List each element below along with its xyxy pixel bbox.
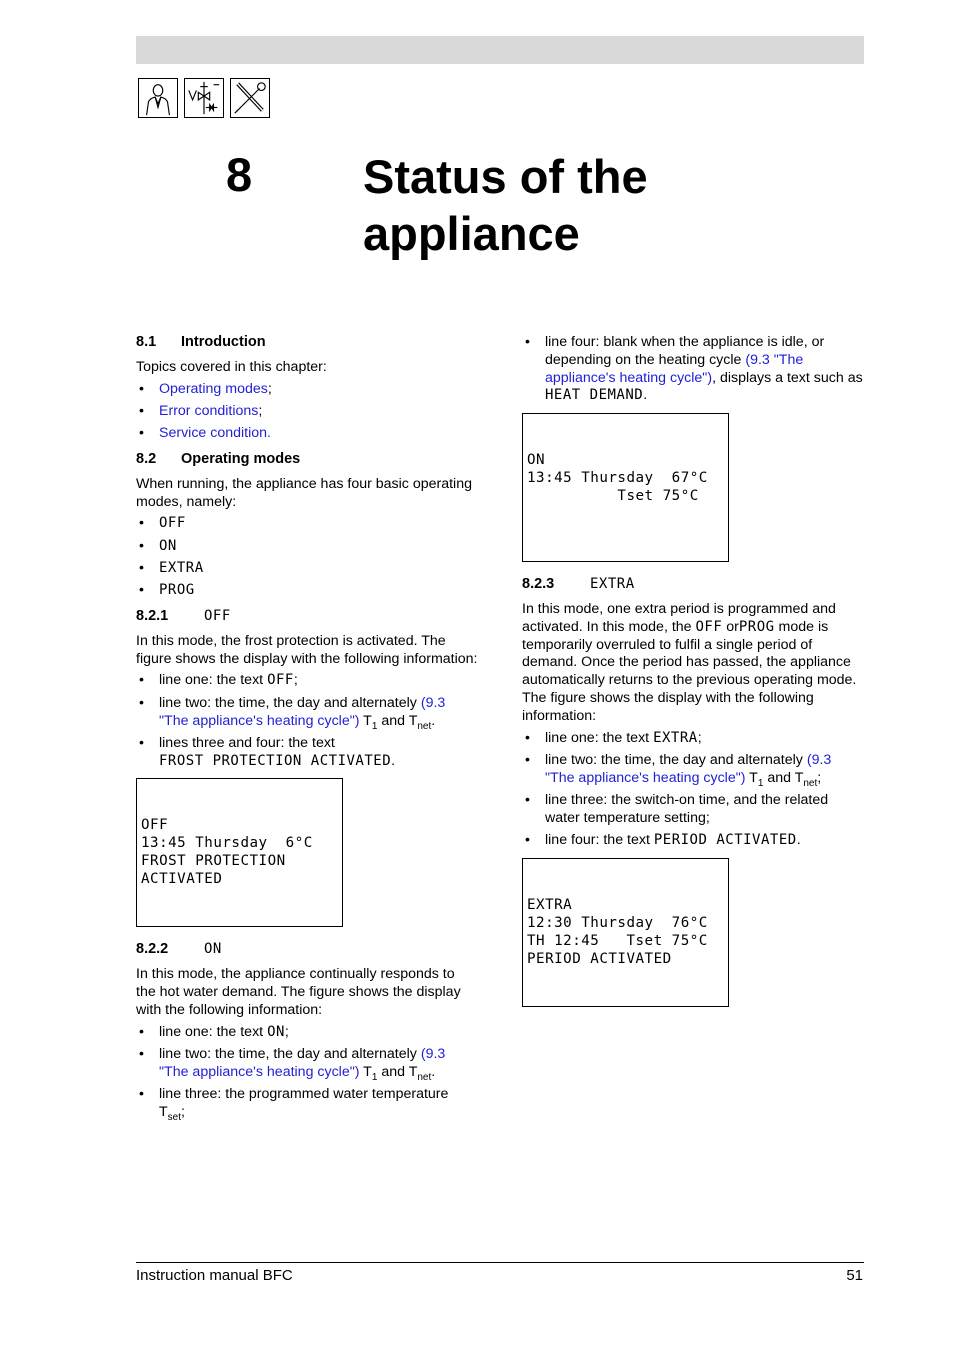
modes-list (136, 515, 478, 600)
section-8-1-heading: 8.1 Introduction (136, 334, 266, 350)
list-item: • line one: the text OFF; (136, 672, 478, 690)
list-item: • PROG (136, 582, 478, 600)
list-item: • line two: the time, the day and alternately (9.3 "The appliance's heating cycle") $T_1$ and $T_{net}$. (136, 695, 478, 731)
section-8-2-3-heading: 8.2.3 EXTRA (522, 576, 635, 593)
list-item: • EXTRA (136, 560, 478, 578)
off-info-list (136, 672, 478, 770)
link-heading-cycle[interactable]: (9.3 "The appliance's heating cycle") (159, 1045, 446, 1080)
list-item: • line two: the time, the day and alternately (9.3 "The appliance's heating cycle") $T_1$ and $T_{net}$. (136, 1046, 478, 1082)
extra-info-list (522, 730, 864, 850)
list-item: • line three: the programmed water temperature $T_{set}$; (136, 1086, 478, 1122)
section-8-2-3-intro: In this mode, one extra period is programmed and activated. In this mode, the OFF orPROG mode is temporarily overruled to fulfil a single period of demand. Once the period has passed, the appliance automatically returns to the previous operating mode. The figure shows the display with the following information: (522, 600, 857, 724)
section-8-2-intro: When running, the appliance has four basic operating modes, namely: (136, 475, 472, 510)
chapter-number: 8 (226, 148, 253, 201)
section-8-1-intro: Topics covered in this chapter: (136, 358, 327, 375)
on-info-list-continued (522, 334, 864, 405)
right-column (522, 334, 864, 1021)
lcd-display-extra: EXTRA 12:30 Thursday 76°C TH 12:45 Tset 75°C PERIOD ACTIVATED (522, 858, 729, 1007)
section-8-2-heading: 8.2 Operating modes (136, 450, 301, 467)
list-item (136, 425, 478, 443)
link-heading-cycle[interactable]: (9.3 "The appliance's heating cycle") (545, 751, 832, 786)
footer-rule (136, 1262, 864, 1263)
link-service-condition[interactable]: Service condition. (159, 425, 271, 442)
on-info-list (136, 1024, 478, 1122)
lcd-display-off: OFF 13:45 Thursday 6°C FROST PROTECTION ACTIVATED (136, 778, 343, 927)
chapter-title: Status of the appliance (363, 150, 648, 260)
list-item: • ON (136, 538, 478, 556)
lcd-display-on: ON 13:45 Thursday 67°C Tset 75°C (522, 413, 729, 562)
link-operating-modes[interactable]: Operating modes (159, 380, 268, 397)
list-item: • line four: the text PERIOD ACTIVATED. (522, 832, 864, 850)
left-column (136, 334, 478, 1130)
list-item: • line two: the time, the day and alternately (9.3 "The appliance's heating cycle") $T_1$ and $T_{net}$; (522, 752, 864, 788)
tools-icon (230, 78, 270, 118)
link-heading-cycle[interactable]: (9.3 "The appliance's heating cycle") (159, 694, 446, 729)
list-item: • Operating modes; (136, 381, 478, 399)
list-item: • line three: the switch-on time, and the related water temperature setting; (522, 792, 864, 828)
section-8-2-2-heading: 8.2.2 ON (136, 941, 222, 958)
user-icon (138, 78, 178, 118)
section-8-2-1-intro: In this mode, the frost protection is activated. The figure shows the display with the following information: (136, 632, 478, 667)
list-item: • line one: the text EXTRA; (522, 730, 864, 748)
footer-title: Instruction manual BFC (136, 1267, 293, 1284)
topics-list (136, 381, 478, 443)
list-item: • Error conditions; (136, 403, 478, 421)
section-8-2-1-heading: 8.2.1 OFF (136, 608, 231, 625)
list-item: • line one: the text ON; (136, 1024, 478, 1042)
audience-icons (138, 78, 270, 118)
page-number: 51 (846, 1267, 863, 1284)
list-item: • OFF (136, 515, 478, 533)
list-item: • lines three and four: the text FROST PROTECTION ACTIVATED. (136, 735, 478, 771)
header-bar (136, 36, 864, 64)
link-error-conditions[interactable]: Error conditions (159, 402, 259, 419)
list-item: • line four: blank when the appliance is idle, or depending on the heating cycle (9.3 "The appliance's heating cycle"), displays a text such as HEAT DEMAND. (522, 334, 864, 405)
link-heading-cycle[interactable]: (9.3 "The appliance's heating cycle") (545, 351, 804, 386)
valve-icon (184, 78, 224, 118)
section-8-2-2-intro: In this mode, the appliance continually responds to the hot water demand. The figure shows the display with the following information: (136, 966, 461, 1018)
